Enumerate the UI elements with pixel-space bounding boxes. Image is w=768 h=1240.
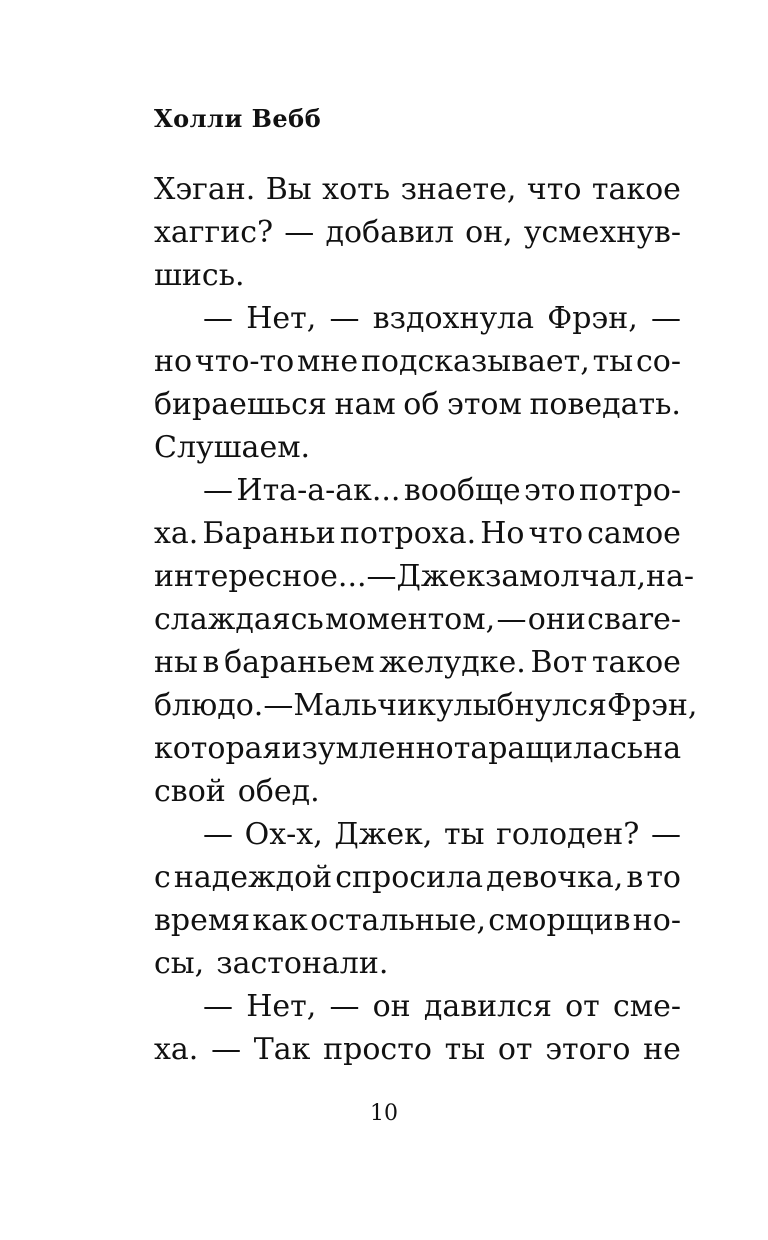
word: вообще: [403, 473, 521, 508]
word: в: [202, 645, 220, 680]
word: они: [527, 602, 586, 637]
word: Так: [253, 1032, 311, 1067]
word: замолчал,: [485, 559, 647, 594]
word: —: [263, 688, 294, 723]
word: усмехнув-: [523, 215, 681, 250]
word: сы,: [154, 946, 205, 981]
text-line: [154, 469, 681, 512]
word: ты: [444, 1032, 486, 1067]
word: такое: [591, 645, 681, 680]
word: добавил: [325, 215, 454, 250]
word: улыбнулся: [435, 688, 607, 723]
word: сморщив: [488, 903, 631, 938]
word: свой: [154, 774, 226, 809]
word: голоден?: [496, 817, 640, 852]
word: в: [626, 860, 644, 895]
word: как: [252, 903, 308, 938]
word: но-: [632, 903, 681, 938]
word: —: [650, 301, 681, 336]
word: давился: [423, 989, 552, 1024]
word: —: [284, 215, 315, 250]
text-line: [154, 641, 681, 684]
word: с: [154, 860, 171, 895]
running-title: Холли Вебб: [154, 104, 322, 133]
word: Нет,: [246, 989, 317, 1024]
word: от: [565, 989, 600, 1024]
word: остальные,: [310, 903, 486, 938]
text-line: [154, 383, 681, 426]
word: мне: [297, 344, 359, 379]
word: подсказывает,: [360, 344, 590, 379]
word: Слушаем.: [154, 430, 311, 465]
text-line: [154, 512, 681, 555]
word: свare-: [587, 602, 681, 637]
word: что: [526, 172, 582, 207]
word: обед.: [237, 774, 320, 809]
word: интересное...: [154, 559, 367, 594]
word: которая: [154, 731, 282, 766]
word: таращилась: [453, 731, 644, 766]
word: не: [643, 1032, 681, 1067]
word: что-то: [194, 344, 295, 379]
word: застонали.: [216, 946, 389, 981]
text-line: [154, 770, 681, 813]
word: сме-: [612, 989, 681, 1024]
word: хоть: [322, 172, 391, 207]
word: ты: [592, 344, 634, 379]
text-line: [154, 297, 681, 340]
word: Фрэн,: [547, 301, 638, 336]
text-line: [154, 856, 681, 899]
word: ха.: [154, 516, 199, 551]
word: спросила: [335, 860, 484, 895]
word: девочка,: [486, 860, 624, 895]
word: ны: [154, 645, 198, 680]
text-line: [154, 684, 698, 727]
word: Ох-х,: [244, 817, 323, 852]
word: слаждаясь: [154, 602, 324, 637]
text-line: [154, 426, 681, 469]
word: Вот: [530, 645, 588, 680]
word: на-: [646, 559, 695, 594]
word: —: [650, 817, 681, 852]
body-text: [154, 168, 698, 1071]
word: со-: [635, 344, 681, 379]
word: —: [211, 1032, 242, 1067]
word: на: [643, 731, 682, 766]
word: поведать.: [529, 387, 681, 422]
text-line: [154, 168, 681, 211]
word: это: [524, 473, 576, 508]
word: от: [497, 1032, 533, 1067]
text-line: [154, 727, 681, 770]
word: Бараньи: [202, 516, 336, 551]
text-line: [154, 254, 681, 297]
word: блюдо.: [154, 688, 264, 723]
word: —: [203, 817, 233, 852]
word: он: [372, 989, 411, 1024]
word: самое: [587, 516, 681, 551]
word: —: [203, 301, 233, 336]
word: об: [403, 387, 440, 422]
word: Фрэн,: [606, 688, 698, 723]
word: но: [154, 344, 193, 379]
word: потро-: [578, 473, 681, 508]
text-line: [154, 555, 695, 598]
text-line: [154, 985, 681, 1028]
word: —: [329, 989, 360, 1024]
word: —: [203, 473, 233, 508]
word: желудке.: [379, 645, 526, 680]
word: время: [154, 903, 251, 938]
page-number: 10: [370, 1101, 398, 1126]
word: Хэган.: [154, 172, 256, 207]
word: —: [329, 301, 360, 336]
text-line: [154, 942, 681, 985]
word: знаете,: [400, 172, 517, 207]
word: ха.: [154, 1032, 199, 1067]
word: Ита-а-ак...: [236, 473, 401, 508]
word: ты: [444, 817, 485, 852]
word: этого: [545, 1032, 631, 1067]
word: нам: [334, 387, 396, 422]
word: Вы: [265, 172, 312, 207]
word: бираешься: [154, 387, 327, 422]
word: Нет,: [246, 301, 317, 336]
word: изумленно: [281, 731, 454, 766]
word: вздохнула: [372, 301, 535, 336]
word: он,: [465, 215, 513, 250]
text-line: [154, 1028, 681, 1071]
word: моментом,: [325, 602, 496, 637]
word: Джек: [396, 559, 486, 594]
word: потроха.: [339, 516, 477, 551]
word: Мальчик: [293, 688, 436, 723]
word: что: [528, 516, 584, 551]
word: —: [366, 559, 397, 594]
word: —: [203, 989, 233, 1024]
text-line: [154, 813, 681, 856]
text-line: [154, 598, 681, 641]
text-line: [154, 211, 681, 254]
word: Джек,: [334, 817, 433, 852]
word: такое: [591, 172, 681, 207]
word: —: [496, 602, 527, 637]
word: хаггис?: [154, 215, 274, 250]
text-line: [154, 899, 681, 942]
word: то: [646, 860, 681, 895]
word: Но: [480, 516, 525, 551]
word: надеждой: [173, 860, 333, 895]
word: просто: [323, 1032, 432, 1067]
word: шись.: [154, 258, 245, 293]
text-line: [154, 340, 681, 383]
word: бараньем: [224, 645, 375, 680]
word: этом: [447, 387, 522, 422]
